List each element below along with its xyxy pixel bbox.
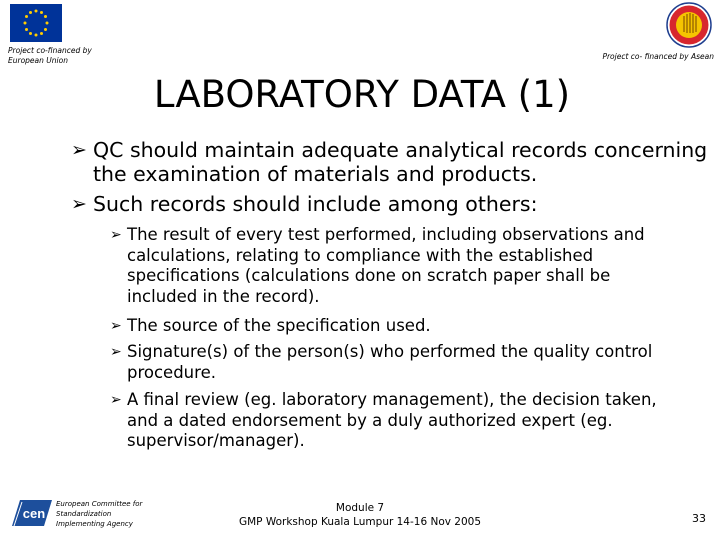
footer-workshop: GMP Workshop Kuala Lumpur 14-16 Nov 2005 — [238, 516, 482, 528]
cen-logo-icon — [10, 496, 54, 530]
sub-bullet — [110, 390, 670, 452]
main-bullet-text: Such records should include among others: — [93, 192, 538, 216]
footer-center — [180, 501, 540, 529]
arrow-bullet-icon: ➢ — [110, 392, 122, 408]
sub-bullet — [110, 342, 670, 383]
slide-title — [0, 72, 720, 118]
sub-bullet-text: The result of every test performed, including observations and calculations, relating to compliance with the established specifications (calculations done on scratch paper shall be included in the record). — [127, 225, 645, 306]
asean-caption: Project co- financed by Asean — [602, 52, 714, 61]
footer-module: Module 7 — [335, 502, 385, 514]
arrow-bullet-icon: ➢ — [71, 139, 87, 161]
sub-bullet — [110, 316, 670, 337]
sub-bullet-text: The source of the specification used. — [127, 316, 431, 335]
arrow-bullet-icon: ➢ — [110, 227, 122, 243]
arrow-bullet-icon: ➢ — [110, 344, 122, 360]
sub-bullet-text: Signature(s) of the person(s) who performed the quality control procedure. — [127, 342, 653, 382]
cen-caption: European Committee for Standardization Implementing Agency — [56, 500, 143, 528]
main-bullet — [71, 138, 711, 186]
cen-logo-text: cen — [22, 506, 46, 521]
page-number: 33 — [692, 512, 706, 525]
slide-title-text: LABORATORY DATA (1) — [153, 73, 571, 116]
arrow-bullet-icon: ➢ — [71, 193, 87, 215]
eu-caption: Project co-financed by European Union — [8, 46, 92, 65]
arrow-bullet-icon: ➢ — [110, 318, 122, 334]
eu-flag-icon — [10, 4, 62, 42]
asean-emblem-icon — [665, 2, 713, 48]
main-bullet-text: QC should maintain adequate analytical records concerning the examination of materials and products. — [93, 138, 708, 186]
sub-bullet-text: A final review (eg. laboratory management), the decision taken, and a dated endorsement by a duly authorized expert (eg. supervisor/manager). — [127, 390, 657, 450]
main-bullet — [71, 192, 711, 216]
sub-bullet — [110, 225, 670, 307]
